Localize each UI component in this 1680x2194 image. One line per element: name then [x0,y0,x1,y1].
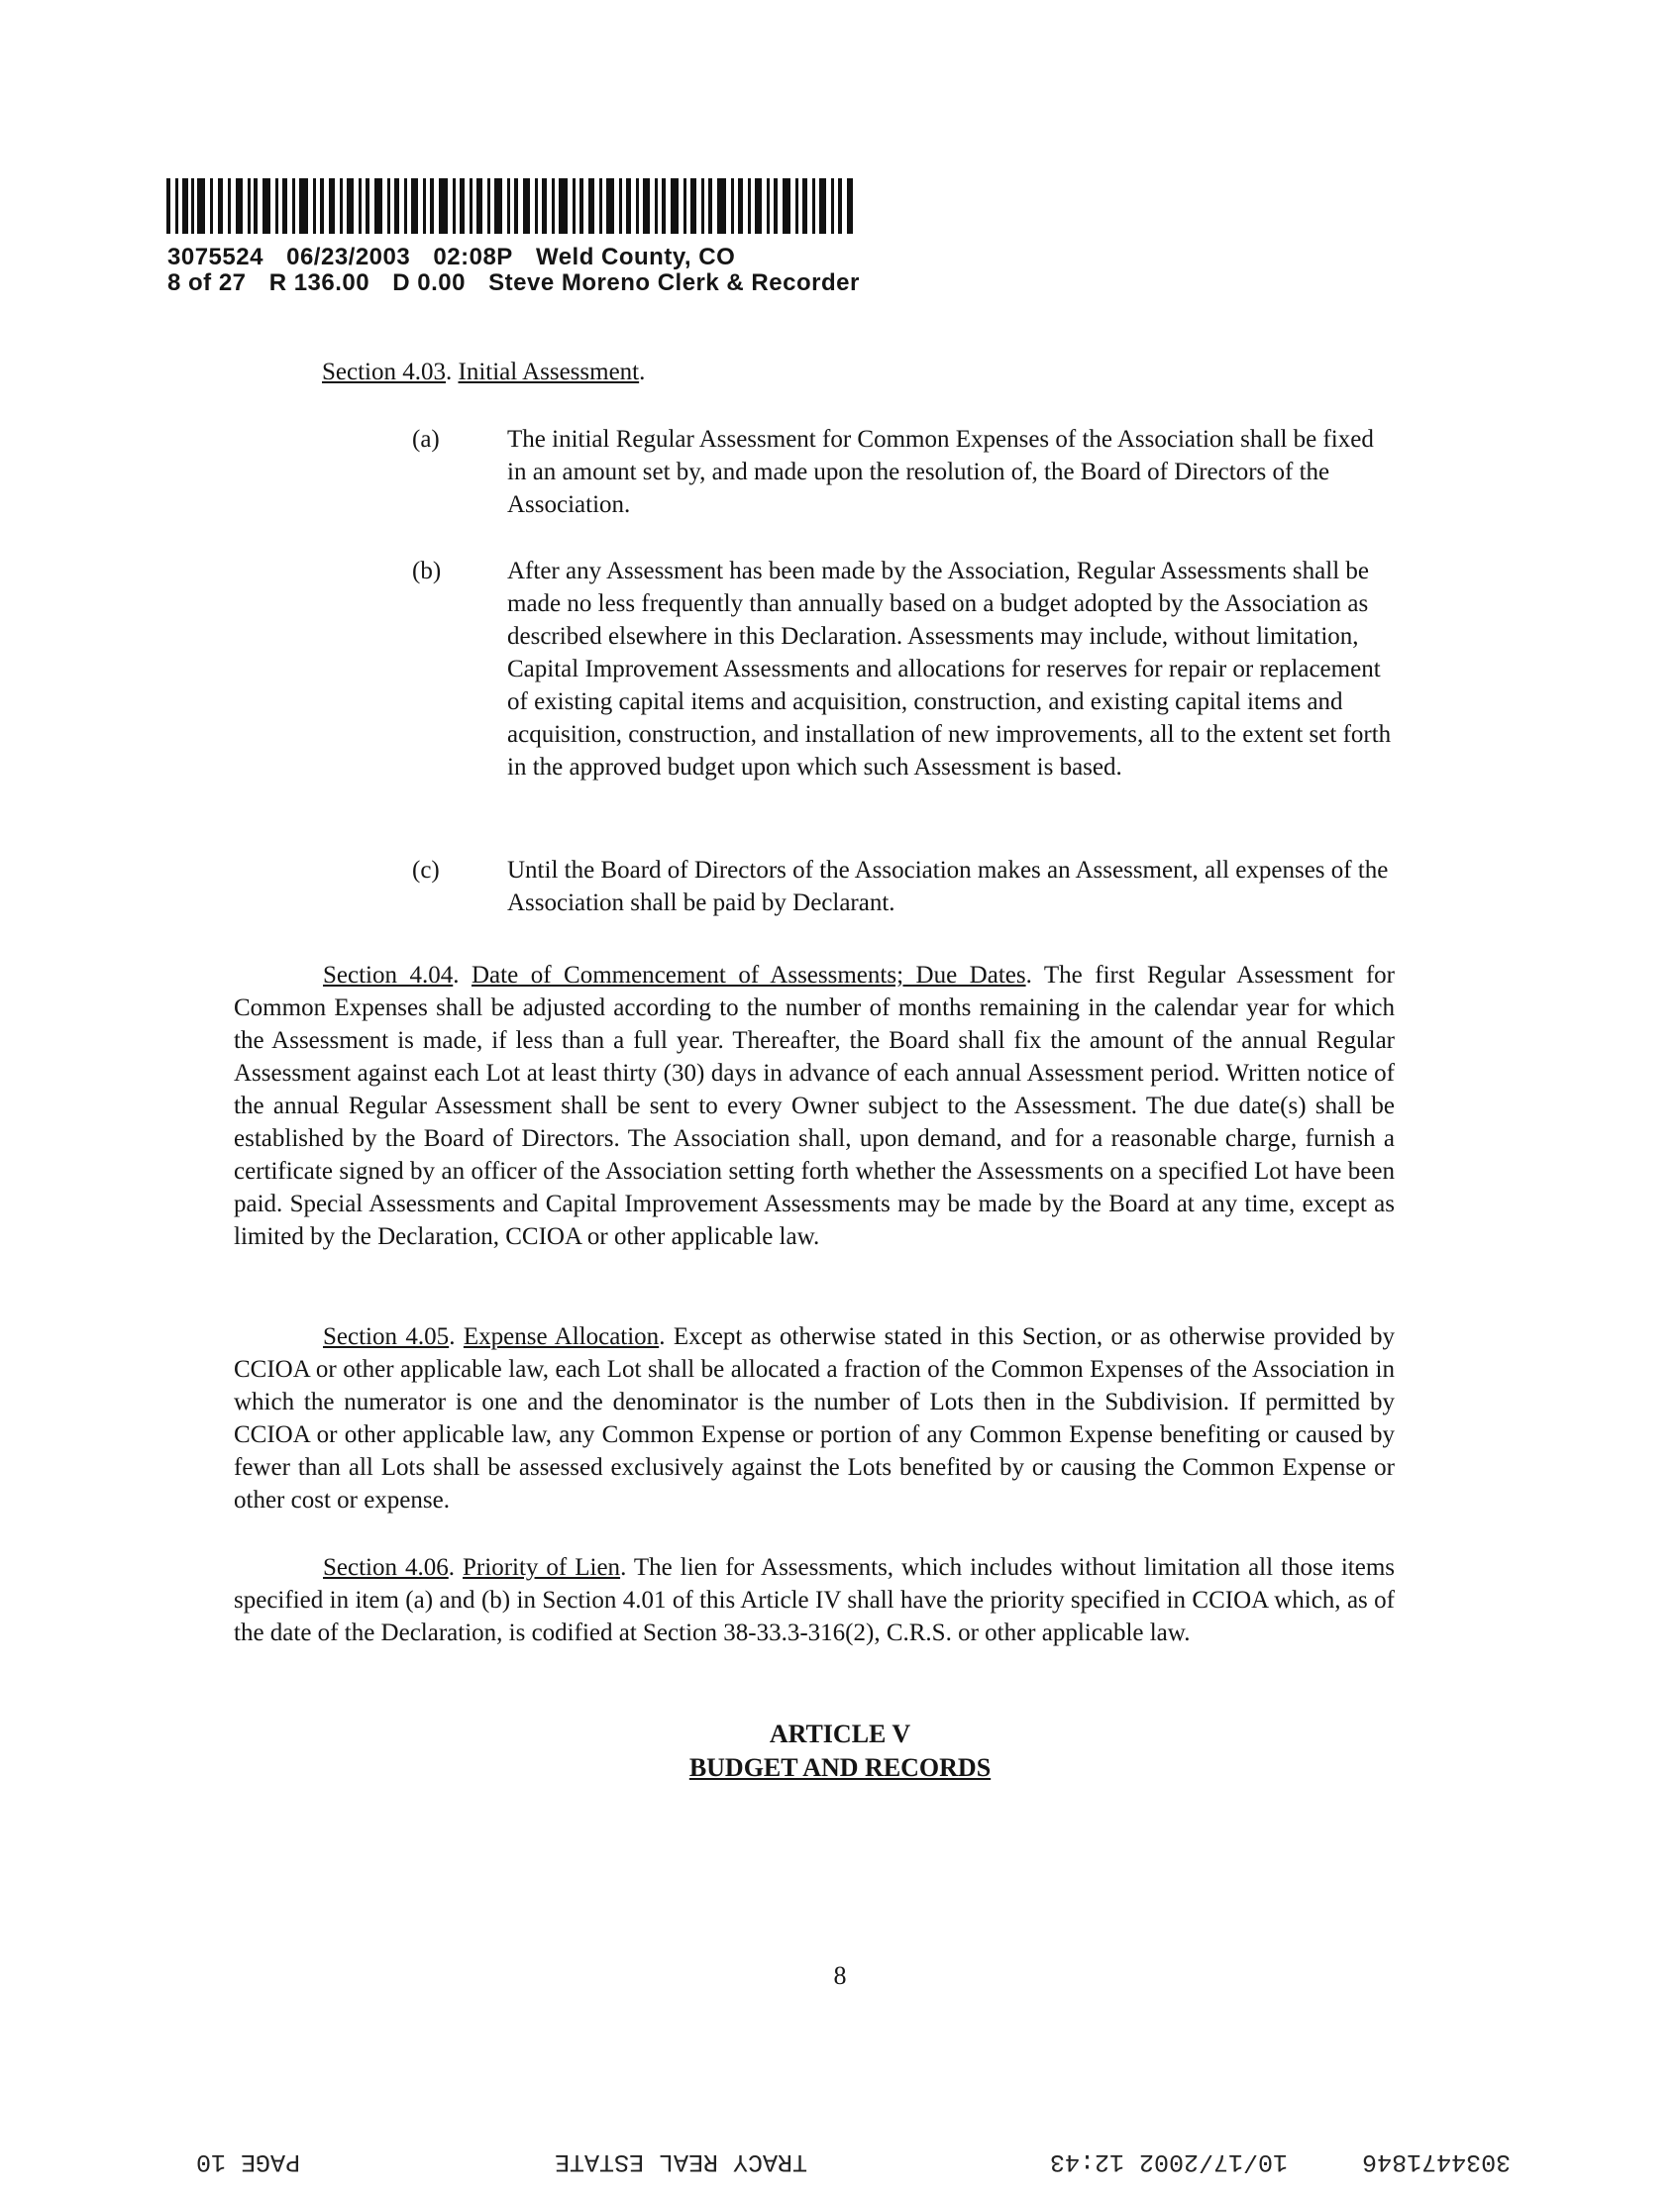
recording-d-fee: D 0.00 [392,269,466,296]
item-text: Until the Board of Directors of the Association makes an Assessment, all expenses of the Association shall be paid by Declarant. [507,857,1389,916]
recording-doc-number: 3075524 [167,244,263,270]
section-406-text: The lien for Assessments, which includes without limitation all those items specified in item (a) and (b) in Section 4.01 of this Article IV shall have the priority specified in CCIOA which, as of the date of the Declaration, is codified at Section 38-33.3-316(2), C.R.S. or other applicable law. [234,1554,1396,1646]
fax-page-label: PAGE 10 [196,2147,301,2176]
fax-datetime: 10/17/2002 12:43 [1050,2147,1289,2176]
recording-page-of: 8 of 27 [167,269,247,296]
item-text: After any Assessment has been made by the Association, Regular Assessments shall be made no less frequently than annually based on a budget adopted by the Association as described elsewhere in this Declaration. Assessments may include, without limitation, Capital Improvement Assessments and allocations for reserves for repair or replacement of existing capital items and acquisition, construction, and existing capital items and acquisition, construction, and installation of new improvements, all to the extent set forth in the approved budget upon which such Assessment is based. [507,558,1392,781]
section-405-text: Except as otherwise stated in this Section, or as otherwise provided by CCIOA or other applicable law, each Lot shall be allocated a fraction of the Common Expenses of the Association in which the numerator is one and the denominator is the number of Lots then in the Subdivision. If permitted by CCIOA or other applicable law, any Common Expense or portion of any Common Expense benefiting or caused by fewer than all Lots shall be assessed exclusively against the Lots benefited by or causing the Common Expense or other cost or expense. [234,1323,1396,1514]
recording-r-fee: R 136.00 [268,269,370,296]
section-405-paragraph: Section 4.05. Expense Allocation. Except as otherwise stated in this Section, or as otherwise provided by CCIOA or other applicable law, each Lot shall be allocated a fraction of the Common Expenses of the Association in which the numerator is one and the denominator is the number of Lots then in the Subdivision. If permitted by CCIOA or other applicable law, any Common Expense or portion of any Common Expense benefiting or caused by fewer than all Lots shall be assessed exclusively against the Lots benefited by or causing the Common Expense or other cost or expense. [234,1323,1396,1514]
fax-phone: 3034471846 [1362,2147,1512,2176]
section-405-title: Expense Allocation [463,1323,660,1350]
fax-company: TRACY REAL ESTATE [555,2147,808,2176]
section-404-paragraph: Section 4.04. Date of Commencement of Assessments; Due Dates. The first Regular Assessment for Common Expenses shall be adjusted according to the number of months remaining in the calendar year for which the Assessment is made, if less than a full year. Thereafter, the Board shall fix the amount of the annual Regular Assessment against each Lot at least thirty (30) days in advance of each annual Assessment period. Written notice of the annual Regular Assessment shall be sent to every Owner subject to the Assessment. The due date(s) shall be established by the Board of Directors. The Association shall, upon demand, and for a reasonable charge, furnish a certificate signed by an officer of the Association setting forth whether the Assessments on a specified Lot have been paid. Special Assessments and Capital Improvement Assessments may be made by the Board at any time, except as limited by the Declaration, CCIOA or other applicable law. [234,962,1395,1250]
section-404-text: The first Regular Assessment for Common Expenses shall be adjusted according to the number of months remaining in the calendar year for which the Assessment is made, if less than a full year. Thereafter, the Board shall fix the amount of the annual Regular Assessment against each Lot at least thirty (30) days in advance of each annual Assessment period. Written notice of the annual Regular Assessment shall be sent to every Owner subject to the Assessment. The due date(s) shall be established by the Board of Directors. The Association shall, upon demand, and for a reasonable charge, furnish a certificate signed by an officer of the Association setting forth whether the Assessments on a specified Lot have been paid. Special Assessments and Capital Improvement Assessments may be made by the Board at any time, except as limited by the Declaration, CCIOA or other applicable law. [234,962,1395,1250]
section-406-title: Priority of Lien [463,1554,621,1581]
article-title: BUDGET AND RECORDS [688,1753,992,1782]
item-label: (b) [412,558,442,584]
section-403-number: Section 4.03 [322,359,446,385]
recording-time: 02:08P [433,244,513,270]
item-label: (c) [412,857,440,884]
recording-barcode [166,178,856,234]
recording-line-1 [167,244,751,271]
section-404-number: Section 4.04 [323,962,454,989]
section-406-number: Section 4.06 [323,1554,449,1581]
page-number: 8 [833,1961,847,1990]
item-text: The initial Regular Assessment for Common Expenses of the Association shall be fixed in an amount set by, and made upon the resolution of, the Board of Directors of the Association. [507,426,1374,518]
article-number: ARTICLE V [769,1720,911,1748]
recording-clerk: Steve Moreno Clerk & Recorder [488,269,860,296]
section-403-title: Initial Assessment [458,359,640,385]
section-404-title: Date of Commencement of Assessments; Due Dates [472,962,1026,989]
recording-date: 06/23/2003 [286,244,411,270]
recording-line-2 [167,269,876,297]
section-403-heading: Section 4.03. Initial Assessment. [322,359,646,385]
fax-datetime-phone [1050,2147,1511,2176]
recording-county: Weld County, CO [535,244,736,270]
section-405-number: Section 4.05 [323,1323,450,1350]
item-label: (a) [412,426,440,453]
section-406-paragraph: Section 4.06. Priority of Lien. The lien for Assessments, which includes without limitation all those items specified in item (a) and (b) in Section 4.01 of this Article IV shall have the priority specified in CCIOA which, as of the date of the Declaration, is codified at Section 38-33.3-316(2), C.R.S. or other applicable law. [234,1554,1396,1646]
